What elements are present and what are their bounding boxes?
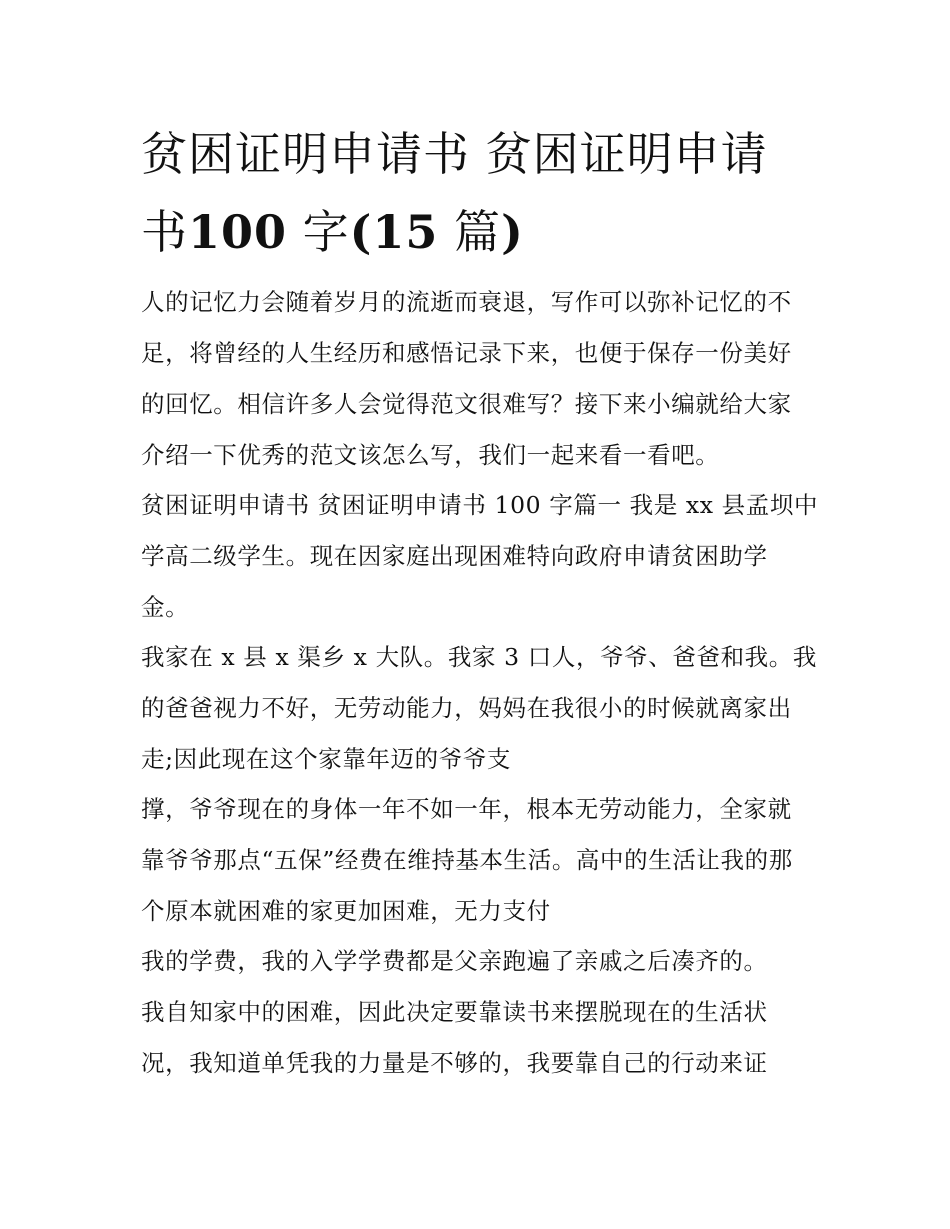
title-number: 100 — [188, 205, 288, 259]
text-line: 的爸爸视力不好，无劳动能力，妈妈在我很小的时候就离家出 — [141, 694, 792, 722]
document-body — [141, 277, 831, 1089]
title-number: ) — [501, 205, 524, 259]
title-line-2 — [141, 193, 831, 271]
text-line: 金。 — [141, 593, 190, 621]
text-line: 我自知家中的困难，因此决定要靠读书来摆脱现在的生活状 — [141, 998, 768, 1026]
title-number: (15 — [349, 205, 439, 259]
text-line: 学高二级学生。现在因家庭出现困难特向政府申请贫困助学 — [141, 542, 768, 570]
text-line: 我的学费，我的入学学费都是父亲跑遍了亲戚之后凑齐的。 — [141, 947, 768, 975]
text-line: 介绍一下优秀的范文该怎么写，我们一起来看一看吧。 — [141, 441, 720, 469]
document-title — [141, 115, 831, 271]
title-text: 书 — [141, 205, 188, 259]
text-line: 靠爷爷那点“五保”经费在维持基本生活。高中的生活让我的那 — [141, 846, 793, 874]
text-line: 人的记忆力会随着岁月的流逝而衰退，写作可以弥补记忆的不 — [141, 288, 792, 316]
text-line: 走;因此现在这个家靠年迈的爷爷支 — [141, 745, 512, 773]
title-line-1: 贫困证明申请书 贫困证明申请 — [141, 127, 768, 181]
title-text: 篇 — [438, 205, 502, 259]
text-line: 个原本就困难的家更加困难，无力支付 — [141, 897, 551, 925]
title-text: 字 — [287, 205, 350, 259]
text-line: 我家在 x 县 x 渠乡 x 大队。我家 3 口人，爷爷、爸爸和我。我 — [141, 643, 817, 671]
text-line: 的回忆。相信许多人会觉得范文很难写？接下来小编就给大家 — [141, 390, 792, 418]
text-line: 况，我知道单凭我的力量是不够的，我要靠自己的行动来证 — [141, 1049, 768, 1077]
text-line: 撑，爷爷现在的身体一年不如一年，根本无劳动能力，全家就 — [141, 795, 792, 823]
text-line: 足，将曾经的人生经历和感悟记录下来，也便于保存一份美好 — [141, 339, 792, 367]
text-line: 贫困证明申请书 贫困证明申请书 100 字篇一 我是 xx 县孟坝中 — [141, 491, 819, 519]
